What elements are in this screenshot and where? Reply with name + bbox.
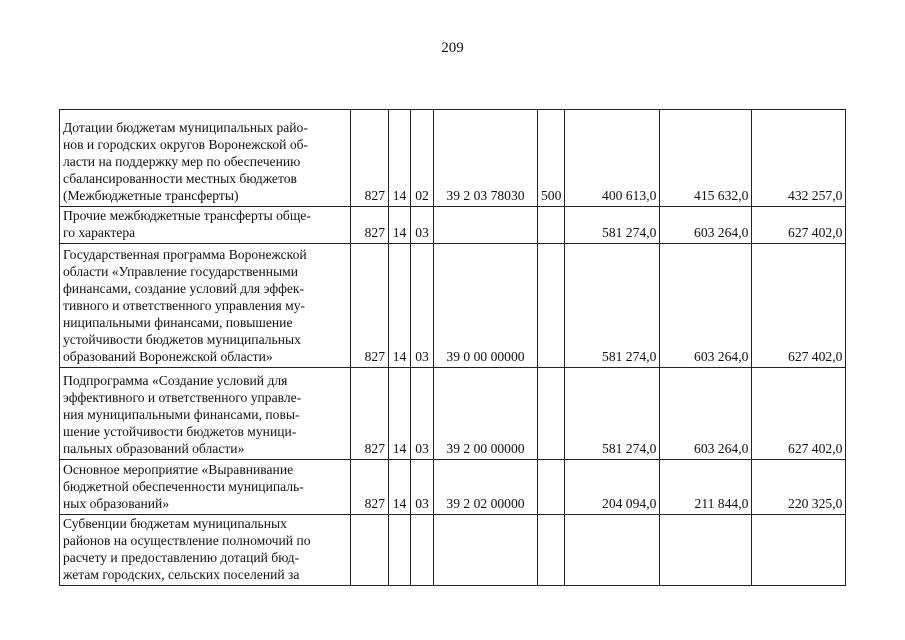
cell-section	[389, 515, 411, 586]
cell-ministry: 827	[351, 460, 389, 515]
cell-expense-type	[538, 207, 565, 244]
item-name-line: го характера	[63, 225, 136, 240]
cell-amount-year-3: 627 402,0	[752, 207, 846, 244]
item-name-line: Прочие межбюджетные трансферты обще-	[63, 208, 311, 223]
cell-expense-type	[538, 368, 565, 460]
cell-amount-year-2: 603 264,0	[660, 207, 752, 244]
cell-target-article: 39 2 03 78030	[434, 110, 538, 207]
cell-section: 14	[389, 110, 411, 207]
item-name-line: расчету и предоставлению дотаций бюд-	[63, 550, 300, 565]
cell-ministry: 827	[351, 244, 389, 368]
cell-ministry	[351, 515, 389, 586]
cell-target-article: 39 2 02 00000	[434, 460, 538, 515]
cell-item-name	[60, 368, 351, 460]
cell-amount-year-1: 581 274,0	[565, 368, 660, 460]
cell-amount-year-3: 627 402,0	[752, 368, 846, 460]
item-name-line: Дотации бюджетам муниципальных райо-	[63, 120, 308, 135]
item-name-line: ниципальными финансами, повышение	[63, 315, 293, 330]
cell-section: 14	[389, 244, 411, 368]
budget-table	[59, 109, 846, 586]
item-name-line: ласти на поддержку мер по обеспечению	[63, 154, 301, 169]
cell-expense-type: 500	[538, 110, 565, 207]
cell-amount-year-2	[660, 515, 752, 586]
item-name-line: Субвенции бюджетам муниципальных	[63, 516, 287, 531]
cell-target-article: 39 0 00 00000	[434, 244, 538, 368]
cell-item-name	[60, 207, 351, 244]
cell-amount-year-2: 603 264,0	[660, 244, 752, 368]
item-name-line: Подпрограмма «Создание условий для	[63, 373, 288, 388]
item-name-line: финансами, создание условий для эффек-	[63, 281, 305, 296]
cell-amount-year-1: 400 613,0	[565, 110, 660, 207]
cell-ministry: 827	[351, 207, 389, 244]
item-name-line: сбалансированности местных бюджетов	[63, 171, 297, 186]
cell-subsection	[411, 515, 434, 586]
cell-amount-year-3: 432 257,0	[752, 110, 846, 207]
cell-amount-year-1: 204 094,0	[565, 460, 660, 515]
cell-item-name	[60, 244, 351, 368]
item-name-line: области «Управление государственными	[63, 264, 299, 279]
cell-ministry: 827	[351, 110, 389, 207]
cell-target-article: 39 2 00 00000	[434, 368, 538, 460]
cell-amount-year-2: 603 264,0	[660, 368, 752, 460]
cell-item-name	[60, 110, 351, 207]
item-name-line: бюджетной обеспеченности муниципаль-	[63, 479, 304, 494]
cell-subsection: 03	[411, 244, 434, 368]
item-name-line: ных образований»	[63, 496, 170, 511]
item-name-line: (Межбюджетные трансферты)	[63, 188, 239, 203]
cell-subsection: 03	[411, 460, 434, 515]
cell-item-name	[60, 460, 351, 515]
item-name-line: шение устойчивости бюджетов муници-	[63, 424, 297, 439]
cell-amount-year-3: 627 402,0	[752, 244, 846, 368]
item-name-line: нов и городских округов Воронежской об-	[63, 137, 309, 152]
table-row	[60, 207, 846, 244]
item-name-line: устойчивости бюджетов муниципальных	[63, 332, 301, 347]
cell-amount-year-1: 581 274,0	[565, 207, 660, 244]
item-name-line: жетам городских, сельских поселений за	[63, 567, 300, 582]
item-name-line: эффективного и ответственного управле-	[63, 390, 302, 405]
item-name-line: Государственная программа Воронежской	[63, 247, 307, 262]
table-row	[60, 368, 846, 460]
cell-target-article	[434, 515, 538, 586]
cell-subsection: 02	[411, 110, 434, 207]
cell-amount-year-3: 220 325,0	[752, 460, 846, 515]
item-name-line: Основное мероприятие «Выравнивание	[63, 462, 294, 477]
cell-amount-year-3	[752, 515, 846, 586]
cell-amount-year-2: 415 632,0	[660, 110, 752, 207]
page-number: 209	[441, 40, 464, 56]
cell-target-article	[434, 207, 538, 244]
item-name-line: ния муниципальными финансами, повы-	[63, 407, 300, 422]
cell-amount-year-2: 211 844,0	[660, 460, 752, 515]
cell-ministry: 827	[351, 368, 389, 460]
item-name-line: тивного и ответственного управления му-	[63, 298, 306, 313]
item-name-line: пальных образований области»	[63, 441, 245, 456]
item-name-line: районов на осуществление полномочий по	[63, 533, 311, 548]
cell-expense-type	[538, 244, 565, 368]
cell-amount-year-1: 581 274,0	[565, 244, 660, 368]
cell-subsection: 03	[411, 368, 434, 460]
cell-section: 14	[389, 460, 411, 515]
cell-section: 14	[389, 207, 411, 244]
table-row	[60, 460, 846, 515]
cell-section: 14	[389, 368, 411, 460]
table-row	[60, 244, 846, 368]
cell-amount-year-1	[565, 515, 660, 586]
item-name-line: образований Воронежской области»	[63, 349, 273, 364]
cell-item-name	[60, 515, 351, 586]
table-row	[60, 515, 846, 586]
cell-expense-type	[538, 515, 565, 586]
cell-expense-type	[538, 460, 565, 515]
table-row	[60, 110, 846, 207]
cell-subsection: 03	[411, 207, 434, 244]
